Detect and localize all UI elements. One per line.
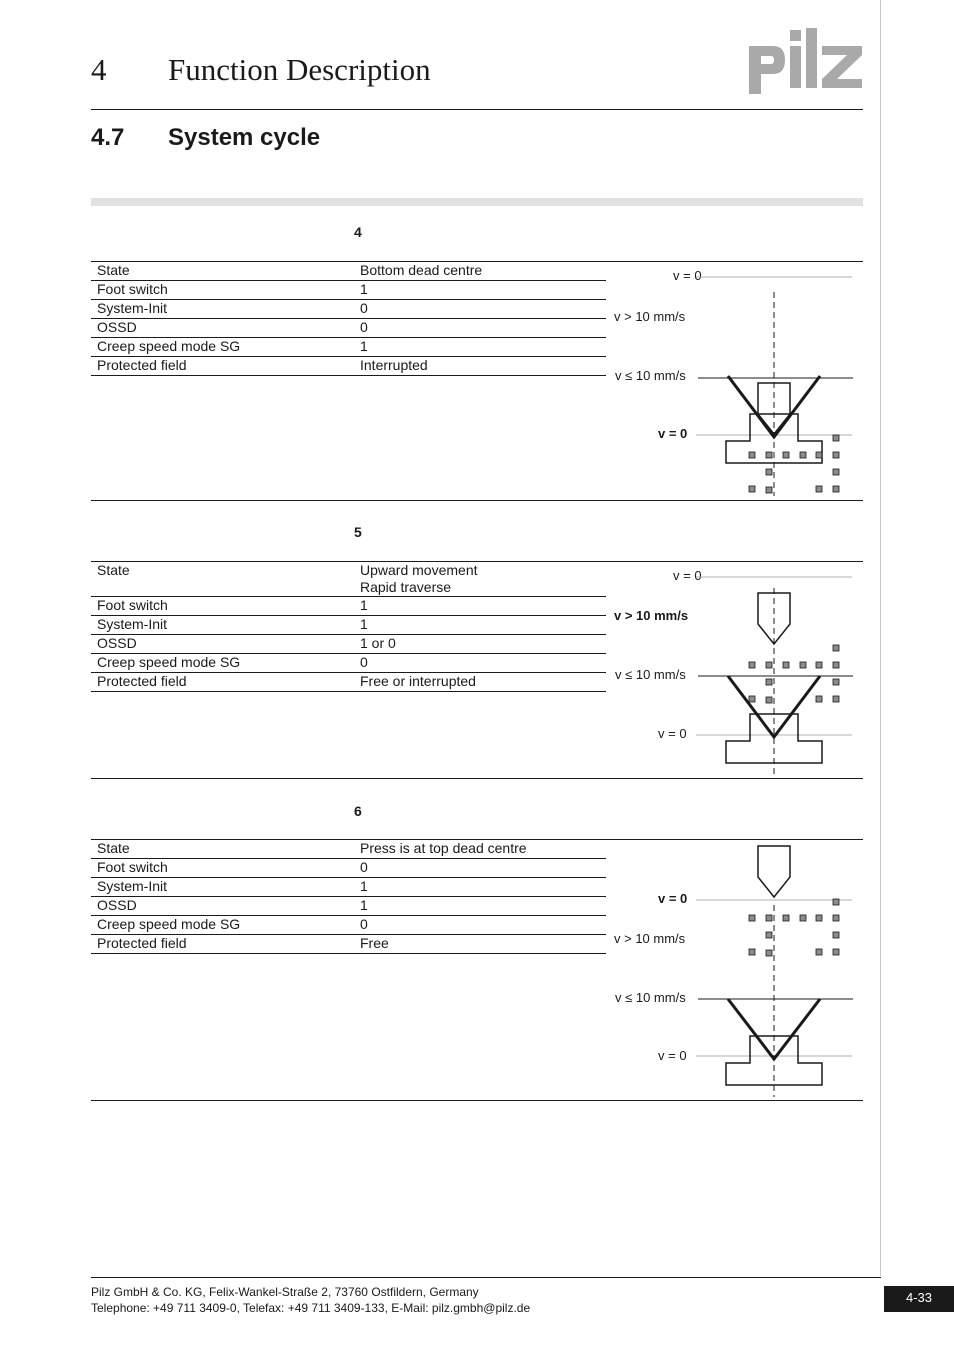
- step-top-rule: [606, 561, 863, 562]
- row-value: Free or interrupted: [348, 673, 606, 692]
- row-key: Protected field: [91, 935, 348, 954]
- speed-label-top: v = 0: [658, 891, 688, 906]
- section-number: 4.7: [91, 124, 125, 151]
- footer-rule: [91, 1277, 881, 1278]
- row-value: 0: [348, 916, 606, 935]
- row-value: 1: [348, 878, 606, 897]
- header-rule: [91, 109, 863, 110]
- row-key: Creep speed mode SG: [91, 916, 348, 935]
- row-value: Free: [348, 935, 606, 954]
- row-key: System-Init: [91, 300, 348, 319]
- table-row: [91, 840, 606, 859]
- page-number: 4-33: [884, 1286, 954, 1312]
- table-row: [91, 654, 606, 673]
- table-row: [91, 562, 606, 597]
- row-value: 0: [348, 859, 606, 878]
- pilz-logo: [745, 24, 865, 96]
- chapter-number: 4: [91, 52, 107, 87]
- row-value-line2: Rapid traverse: [360, 579, 452, 595]
- row-value: Press is at top dead centre: [348, 840, 606, 859]
- table-row: [91, 281, 606, 300]
- table-row: [91, 262, 606, 281]
- row-value: 1: [348, 338, 606, 357]
- row-key: State: [91, 840, 348, 859]
- chapter-title: Function Description: [168, 52, 431, 87]
- speed-label-bottom: v = 0: [658, 726, 687, 741]
- table-row: [91, 597, 606, 616]
- step-top-rule: [606, 839, 863, 840]
- row-value: 1: [348, 281, 606, 300]
- row-key: State: [91, 562, 348, 597]
- step-number: 5: [354, 524, 362, 540]
- row-value: 0: [348, 319, 606, 338]
- row-key: Foot switch: [91, 281, 348, 300]
- speed-label-fast: v > 10 mm/s: [614, 309, 686, 324]
- table-row: [91, 338, 606, 357]
- row-key: System-Init: [91, 878, 348, 897]
- row-value: 1: [348, 616, 606, 635]
- press-diagram-4: [606, 264, 863, 500]
- row-value: 0: [348, 300, 606, 319]
- table-row: [91, 673, 606, 692]
- speed-label-bottom: v = 0: [658, 1048, 687, 1063]
- row-key: Creep speed mode SG: [91, 654, 348, 673]
- table-row: [91, 319, 606, 338]
- step-bottom-rule: [91, 778, 863, 779]
- table-row: [91, 935, 606, 954]
- row-value: 0: [348, 654, 606, 673]
- row-value: [348, 562, 606, 597]
- step-top-rule: [606, 261, 863, 262]
- row-key: Protected field: [91, 673, 348, 692]
- row-key: OSSD: [91, 319, 348, 338]
- speed-label-fast: v > 10 mm/s: [614, 931, 686, 946]
- section-band: [91, 198, 863, 206]
- table-row: [91, 897, 606, 916]
- speed-label-slow: v ≤ 10 mm/s: [615, 990, 686, 1005]
- row-value: Interrupted: [348, 357, 606, 376]
- section-title: System cycle: [168, 124, 321, 151]
- step-bottom-rule: [91, 1100, 863, 1101]
- speed-label-top: v = 0: [673, 568, 702, 583]
- step-5-table: [91, 561, 606, 692]
- speed-label-top: v = 0: [673, 268, 702, 283]
- row-key: System-Init: [91, 616, 348, 635]
- table-row: [91, 357, 606, 376]
- footer-address: Pilz GmbH & Co. KG, Felix-Wankel-Straße 2, 73760 Ostfildern, Germany: [91, 1285, 479, 1299]
- row-key: OSSD: [91, 635, 348, 654]
- step-6-table: [91, 839, 606, 954]
- speed-label-slow: v ≤ 10 mm/s: [615, 368, 686, 383]
- speed-label-slow: v ≤ 10 mm/s: [615, 667, 686, 682]
- row-value: 1: [348, 597, 606, 616]
- row-key: Foot switch: [91, 597, 348, 616]
- press-diagram-5: [606, 564, 863, 778]
- row-key: Creep speed mode SG: [91, 338, 348, 357]
- table-row: [91, 300, 606, 319]
- table-row: [91, 635, 606, 654]
- footer: [91, 1284, 530, 1316]
- row-value-line1: Upward movement: [360, 562, 478, 578]
- right-margin-rule: [880, 0, 881, 1276]
- step-4-table: [91, 261, 606, 376]
- row-value: Bottom dead centre: [348, 262, 606, 281]
- row-key: Protected field: [91, 357, 348, 376]
- table-row: [91, 616, 606, 635]
- step-bottom-rule: [91, 500, 863, 501]
- step-number: 6: [354, 803, 362, 819]
- row-value: 1: [348, 897, 606, 916]
- row-key: Foot switch: [91, 859, 348, 878]
- press-diagram-6: [606, 843, 863, 1099]
- table-row: [91, 859, 606, 878]
- footer-contact: Telephone: +49 711 3409-0, Telefax: +49 711 3409-133, E-Mail: pilz.gmbh@pilz.de: [91, 1301, 531, 1315]
- step-number: 4: [354, 224, 362, 240]
- speed-label-fast: v > 10 mm/s: [614, 608, 689, 623]
- table-row: [91, 916, 606, 935]
- row-key: State: [91, 262, 348, 281]
- row-key: OSSD: [91, 897, 348, 916]
- table-row: [91, 878, 606, 897]
- speed-label-bottom: v = 0: [658, 426, 688, 441]
- row-value: 1 or 0: [348, 635, 606, 654]
